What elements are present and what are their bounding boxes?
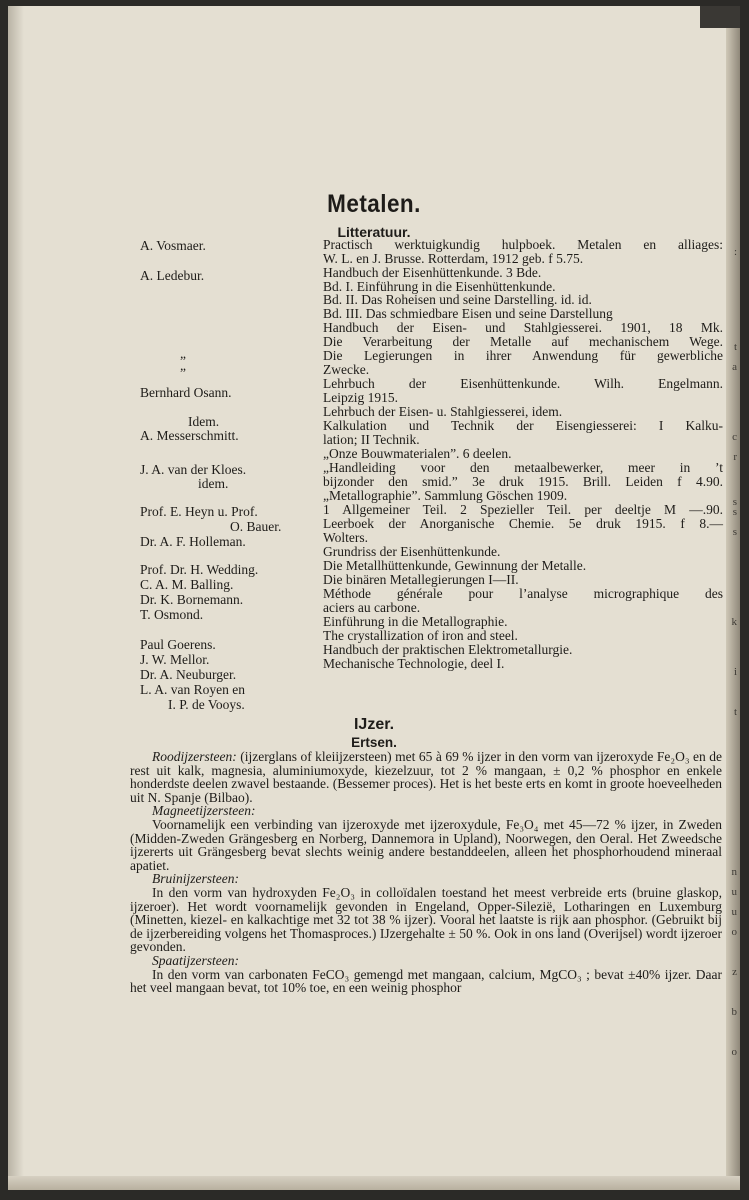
ref-title: Leerboek der Anorganische Chemie. 5e druk 1915. f 8.— Wolters. xyxy=(323,516,723,545)
ref-title: „Handleiding voor den metaalbewerker, meer in ’t bijzonder den smid.” 3e druk 1915. Brill. Leiden f 4.90. xyxy=(323,460,723,489)
ore-text: (ijzerglans of kleiijzersteen) met 65 à 69 % ijzer in den vorm van ijzeroxyde Fe₂O₃ en de rest uit kalk, magnesia, aluminiumoxyde, kiezelzuur, tot 2 % mangaan, ± 0,2 % phosphor en enkele honderdste deelen zwavel bestaande. (Bessemer proces). Het is het beste erts en komt in groote hoeveelheden uit N. Spanje (Bilbao). xyxy=(130,749,723,805)
ref-author: A. Ledebur. xyxy=(140,268,205,283)
edge-text-fragments: : t a c r s s s k i t n u u o z b o xyxy=(731,246,737,1058)
ref-author: „ xyxy=(180,358,186,373)
ref-author: J. W. Mellor. xyxy=(140,652,210,667)
ore-entry xyxy=(130,750,722,804)
ref-title: Handbuch der praktischen Elektrometallurgie. xyxy=(323,642,573,657)
ref-title: Die binären Metallegierungen I—II. xyxy=(323,572,519,587)
literature-heading: Litteratuur. xyxy=(337,224,411,240)
book-page xyxy=(8,6,740,1190)
ref-title: „Onze Bouwmaterialen”. 6 deelen. xyxy=(323,446,512,461)
ref-title: Handbuch der Eisen- und Stahlgiesserei. 1901, 18 Mk. xyxy=(323,320,723,335)
ref-author: L. A. van Royen en xyxy=(140,682,245,697)
ref-author: Bernhard Osann. xyxy=(140,385,232,400)
ref-title: The crystallization of iron and steel. xyxy=(323,628,518,643)
ref-title: Kalkulation und Technik der Eisengiesserei: I Kalku- lation; II Technik. xyxy=(323,418,723,447)
ore-text: Voornamelijk een verbinding van ijzeroxyde met ijzeroxydule, Fe₃O₄ met 45—72 % ijzer, in Zweden (Midden-Zweden Grängesberg en Norberg, Dannemora in Upland), Noorwegen, den Oeral. Het Zweedsche ijzererts uit Grängesberg bevat slechts weinig andere bestanddeelen, alleen het phosphorhoudend mineraal apatiet. xyxy=(130,816,722,873)
ref-title: Die Verarbeitung der Metalle auf mechanischem Wege. xyxy=(323,334,723,349)
ref-author: Dr. A. Neuburger. xyxy=(140,667,237,682)
ref-author: A. Messerschmitt. xyxy=(140,428,239,443)
ore-name: Spaatijzersteen: xyxy=(152,952,239,968)
ref-author: A. Vosmaer. xyxy=(140,238,206,253)
ref-author: Dr. K. Bornemann. xyxy=(140,592,244,607)
ref-author: „ xyxy=(180,346,186,361)
ijzer-heading: IJzer. xyxy=(353,716,395,733)
page-bottom-edge xyxy=(8,1176,740,1190)
ore-name: Magneetijzersteen: xyxy=(152,803,256,819)
scan-corner xyxy=(700,6,740,28)
ref-title: Méthode générale pour l’analyse micrographique des aciers au carbone. xyxy=(323,586,723,615)
ref-author: Paul Goerens. xyxy=(140,637,216,652)
ref-author: Prof. E. Heyn u. Prof. xyxy=(140,504,258,519)
ref-title: Einführung in die Metallographie. xyxy=(323,614,508,629)
binding-shadow xyxy=(8,6,24,1190)
ref-title: Practisch werktuigkundig hulpboek. Metalen en alliages: W. L. en J. Brusse. Rotterdam, 1912 geb. f 5.75. xyxy=(323,237,723,266)
ref-author: O. Bauer. xyxy=(230,519,282,534)
ore-name: Roodijzersteen: xyxy=(152,749,237,764)
ref-author: idem. xyxy=(198,476,229,491)
ore-text: In den vorm van hydroxyden Fe₂O₃ in colloïdalen toestand het meest verbreide erts (bruine glaskop, ijzeroer). Het wordt voornamelijk gevonden in Engeland, Opper-Silezië, Lotharingen en Luxemburg (Minetten, kiezel- en kalkachtige met 32 tot 38 % ijzer). Vooral het laatste is rijk aan phosphor. (Gebruikt bij de ijzerbereiding volgens het Thomasproces.) IJzergehalte ± 50 %. Ook in ons land (Overijsel) wordt ijzeroer gevonden. xyxy=(130,884,722,955)
ref-author: Prof. Dr. H. Wedding. xyxy=(140,562,259,577)
ore-text: In den vorm van carbonaten FeCO₃ gemengd met mangaan, calcium, MgCO₃ ; bevat ±40% ijzer. Daar het veel mangaan bevat, tot 10% toe, en een weinig phosphor xyxy=(130,966,722,996)
ref-title: „Metallographie”. Sammlung Göschen 1909. xyxy=(323,488,568,503)
ref-title: Handbuch der Eisenhüttenkunde. 3 Bde. Bd. I. Einführung in die Eisenhüttenkunde. Bd. II. Das Roheisen und seine Darstelling. id. id. Bd. III. Das schmiedbare Eisen und seine Darstellung xyxy=(323,265,613,321)
ref-title: Die Metallhüttenkunde, Gewinnung der Metalle. xyxy=(323,558,587,573)
ref-author: T. Osmond. xyxy=(140,607,204,622)
ref-author: Dr. A. F. Holleman. xyxy=(140,534,246,549)
ref-author: J. A. van der Kloes. xyxy=(140,462,247,477)
ore-name: Bruinijzersteen: xyxy=(152,871,239,887)
ertsen-heading: Ertsen. xyxy=(351,735,397,750)
ref-title: Mechanische Technologie, deel I. xyxy=(323,656,505,671)
ref-title: 1 Allgemeiner Teil. 2 Spezieller Teil. per deeltje M —.90. xyxy=(323,502,723,517)
ref-author: C. A. M. Balling. xyxy=(140,577,234,592)
ref-title: Lehrbuch der Eisenhüttenkunde. Wilh. Engelmann. Leipzig 1915. xyxy=(323,376,723,405)
ore-descriptions xyxy=(130,750,722,995)
ref-title: Die Legierungen in ihrer Anwendung für gewerbliche Zwecke. xyxy=(323,348,723,377)
ref-author: Idem. xyxy=(188,414,220,429)
chapter-title: Metalen. xyxy=(327,190,421,218)
ref-title: Grundriss der Eisenhüttenkunde. xyxy=(323,544,501,559)
ref-title: Lehrbuch der Eisen- u. Stahlgiesserei, idem. xyxy=(323,404,563,419)
ref-author: I. P. de Vooys. xyxy=(168,697,245,712)
